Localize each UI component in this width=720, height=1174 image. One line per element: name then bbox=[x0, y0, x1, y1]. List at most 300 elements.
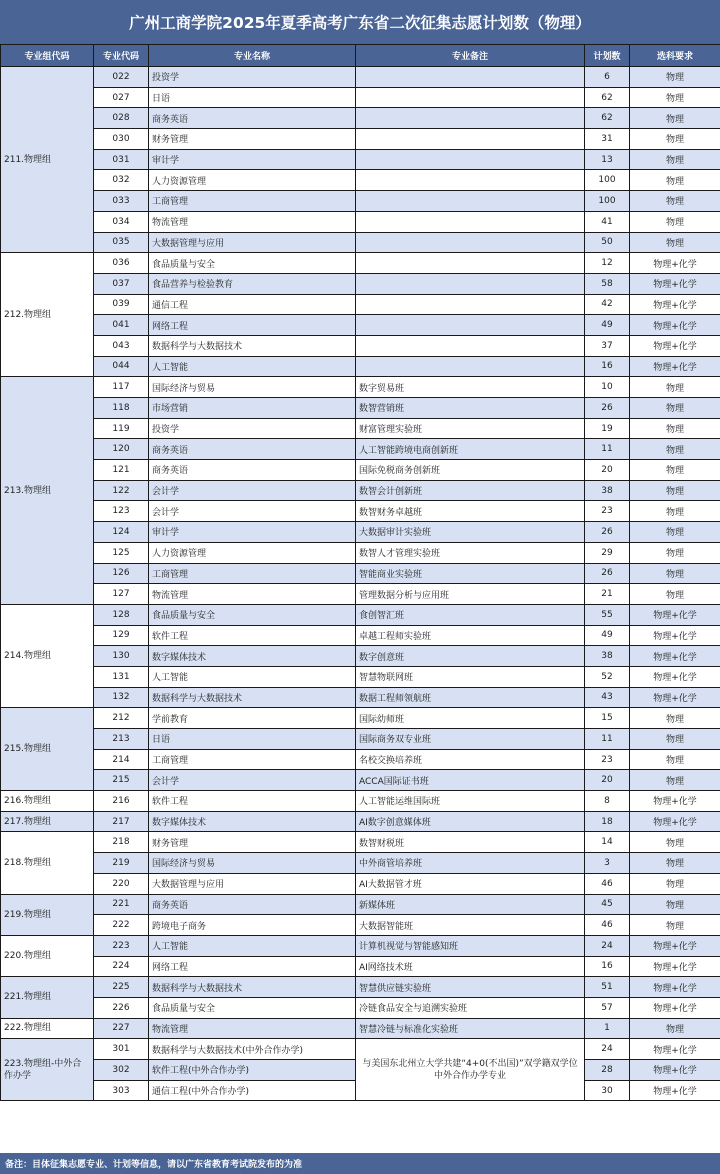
subject-req-cell: 物理 bbox=[630, 149, 720, 170]
plan-count-cell: 55 bbox=[585, 604, 630, 625]
subject-req-cell: 物理+化学 bbox=[630, 687, 720, 708]
table-row bbox=[1, 625, 720, 646]
major-name-cell: 投资学 bbox=[149, 418, 356, 439]
major-note-cell: 数智财税班 bbox=[356, 832, 585, 853]
table-row bbox=[1, 377, 720, 398]
subject-req-cell: 物理 bbox=[630, 377, 720, 398]
page-title: 广州工商学院2025年夏季高考广东省二次征集志愿计划数（物理） bbox=[0, 0, 720, 44]
major-code-cell: 225 bbox=[94, 977, 149, 998]
major-name-cell: 大数据管理与应用 bbox=[149, 873, 356, 894]
table-row bbox=[1, 811, 720, 832]
table-row bbox=[1, 563, 720, 584]
plan-count-cell: 57 bbox=[585, 997, 630, 1018]
major-name-cell: 食品质量与安全 bbox=[149, 604, 356, 625]
major-note-cell: 国际幼师班 bbox=[356, 708, 585, 729]
subject-req-cell: 物理 bbox=[630, 480, 720, 501]
group-code-cell: 214.物理组 bbox=[1, 604, 94, 707]
major-code-cell: 301 bbox=[94, 1039, 149, 1060]
plan-count-cell: 29 bbox=[585, 542, 630, 563]
major-code-cell: 128 bbox=[94, 604, 149, 625]
subject-req-cell: 物理+化学 bbox=[630, 253, 720, 274]
major-note-cell bbox=[356, 356, 585, 377]
subject-req-cell: 物理 bbox=[630, 1018, 720, 1039]
subject-req-cell: 物理+化学 bbox=[630, 1039, 720, 1060]
plan-count-cell: 49 bbox=[585, 625, 630, 646]
plan-count-cell: 23 bbox=[585, 501, 630, 522]
major-code-cell: 031 bbox=[94, 149, 149, 170]
major-code-cell: 022 bbox=[94, 67, 149, 88]
major-name-cell: 会计学 bbox=[149, 480, 356, 501]
major-note-cell: 与美国东北州立大学共建“4+0(不出国)”双学籍双学位中外合作办学专业 bbox=[356, 1039, 585, 1101]
group-code-cell: 223.物理组-中外合作办学 bbox=[1, 1039, 94, 1101]
subject-req-cell: 物理+化学 bbox=[630, 811, 720, 832]
subject-req-cell: 物理+化学 bbox=[630, 356, 720, 377]
plan-count-cell: 12 bbox=[585, 253, 630, 274]
table-row bbox=[1, 191, 720, 212]
major-code-cell: 121 bbox=[94, 460, 149, 481]
major-name-cell: 审计学 bbox=[149, 149, 356, 170]
major-note-cell: 大数据智能班 bbox=[356, 915, 585, 936]
major-name-cell: 物流管理 bbox=[149, 211, 356, 232]
major-code-cell: 214 bbox=[94, 749, 149, 770]
major-code-cell: 224 bbox=[94, 956, 149, 977]
major-name-cell: 财务管理 bbox=[149, 129, 356, 150]
major-note-cell bbox=[356, 170, 585, 191]
major-note-cell: AI数字创意媒体班 bbox=[356, 811, 585, 832]
plan-count-cell: 11 bbox=[585, 439, 630, 460]
plan-count-cell: 45 bbox=[585, 894, 630, 915]
plan-count-cell: 38 bbox=[585, 480, 630, 501]
plan-count-cell: 31 bbox=[585, 129, 630, 150]
subject-req-cell: 物理+化学 bbox=[630, 935, 720, 956]
major-name-cell: 商务英语 bbox=[149, 460, 356, 481]
table-row bbox=[1, 273, 720, 294]
major-name-cell: 人力资源管理 bbox=[149, 542, 356, 563]
major-code-cell: 132 bbox=[94, 687, 149, 708]
major-name-cell: 国际经济与贸易 bbox=[149, 853, 356, 874]
major-name-cell: 数据科学与大数据技术 bbox=[149, 977, 356, 998]
plan-count-cell: 1 bbox=[585, 1018, 630, 1039]
major-code-cell: 041 bbox=[94, 315, 149, 336]
table-row bbox=[1, 956, 720, 977]
major-note-cell: 卓越工程师实验班 bbox=[356, 625, 585, 646]
major-name-cell: 人工智能 bbox=[149, 935, 356, 956]
major-note-cell bbox=[356, 253, 585, 274]
major-name-cell: 会计学 bbox=[149, 770, 356, 791]
subject-req-cell: 物理+化学 bbox=[630, 604, 720, 625]
major-code-cell: 117 bbox=[94, 377, 149, 398]
major-name-cell: 跨境电子商务 bbox=[149, 915, 356, 936]
plan-count-cell: 15 bbox=[585, 708, 630, 729]
plan-count-cell: 38 bbox=[585, 646, 630, 667]
plan-count-cell: 21 bbox=[585, 584, 630, 605]
table-row bbox=[1, 398, 720, 419]
plan-count-cell: 26 bbox=[585, 398, 630, 419]
table-row bbox=[1, 232, 720, 253]
table-row bbox=[1, 873, 720, 894]
group-code-cell: 220.物理组 bbox=[1, 935, 94, 976]
major-code-cell: 122 bbox=[94, 480, 149, 501]
major-name-cell: 人力资源管理 bbox=[149, 170, 356, 191]
major-note-cell: 食创智汇班 bbox=[356, 604, 585, 625]
major-code-cell: 220 bbox=[94, 873, 149, 894]
subject-req-cell: 物理 bbox=[630, 708, 720, 729]
header-subject-req: 选科要求 bbox=[630, 45, 720, 67]
major-code-cell: 131 bbox=[94, 666, 149, 687]
table-row bbox=[1, 149, 720, 170]
group-code-cell: 215.物理组 bbox=[1, 708, 94, 791]
major-code-cell: 033 bbox=[94, 191, 149, 212]
plan-count-cell: 6 bbox=[585, 67, 630, 88]
major-code-cell: 227 bbox=[94, 1018, 149, 1039]
major-code-cell: 043 bbox=[94, 335, 149, 356]
group-code-cell: 222.物理组 bbox=[1, 1018, 94, 1039]
subject-req-cell: 物理 bbox=[630, 749, 720, 770]
major-code-cell: 130 bbox=[94, 646, 149, 667]
major-note-cell: ACCA国际证书班 bbox=[356, 770, 585, 791]
subject-req-cell: 物理 bbox=[630, 439, 720, 460]
major-code-cell: 034 bbox=[94, 211, 149, 232]
major-name-cell: 人工智能 bbox=[149, 666, 356, 687]
major-name-cell: 日语 bbox=[149, 87, 356, 108]
table-row bbox=[1, 108, 720, 129]
subject-req-cell: 物理 bbox=[630, 398, 720, 419]
major-name-cell: 国际经济与贸易 bbox=[149, 377, 356, 398]
plan-count-cell: 41 bbox=[585, 211, 630, 232]
table-row bbox=[1, 170, 720, 191]
major-note-cell bbox=[356, 335, 585, 356]
major-code-cell: 036 bbox=[94, 253, 149, 274]
subject-req-cell: 物理+化学 bbox=[630, 315, 720, 336]
table-row bbox=[1, 1018, 720, 1039]
major-name-cell: 审计学 bbox=[149, 522, 356, 543]
plan-count-cell: 50 bbox=[585, 232, 630, 253]
group-code-cell: 219.物理组 bbox=[1, 894, 94, 935]
major-note-cell: 智慧冷链与标准化实验班 bbox=[356, 1018, 585, 1039]
table-row bbox=[1, 584, 720, 605]
subject-req-cell: 物理 bbox=[630, 563, 720, 584]
table-row bbox=[1, 853, 720, 874]
table-row bbox=[1, 791, 720, 812]
major-note-cell: 国际商务双专业班 bbox=[356, 729, 585, 750]
table-row bbox=[1, 749, 720, 770]
table-body bbox=[1, 67, 720, 1101]
major-name-cell: 商务英语 bbox=[149, 108, 356, 129]
major-code-cell: 127 bbox=[94, 584, 149, 605]
subject-req-cell: 物理 bbox=[630, 418, 720, 439]
major-note-cell: 管理数据分析与应用班 bbox=[356, 584, 585, 605]
subject-req-cell: 物理+化学 bbox=[630, 956, 720, 977]
major-name-cell: 食品营养与检验教育 bbox=[149, 273, 356, 294]
major-name-cell: 工商管理 bbox=[149, 749, 356, 770]
plan-count-cell: 20 bbox=[585, 770, 630, 791]
major-name-cell: 投资学 bbox=[149, 67, 356, 88]
plan-count-cell: 14 bbox=[585, 832, 630, 853]
table-row bbox=[1, 67, 720, 88]
subject-req-cell: 物理+化学 bbox=[630, 625, 720, 646]
major-code-cell: 028 bbox=[94, 108, 149, 129]
major-name-cell: 商务英语 bbox=[149, 439, 356, 460]
subject-req-cell: 物理+化学 bbox=[630, 791, 720, 812]
major-name-cell: 数字媒体技术 bbox=[149, 811, 356, 832]
major-name-cell: 通信工程 bbox=[149, 294, 356, 315]
subject-req-cell: 物理 bbox=[630, 853, 720, 874]
subject-req-cell: 物理 bbox=[630, 542, 720, 563]
major-code-cell: 125 bbox=[94, 542, 149, 563]
plan-count-cell: 23 bbox=[585, 749, 630, 770]
plan-count-cell: 26 bbox=[585, 563, 630, 584]
header-plan-count: 计划数 bbox=[585, 45, 630, 67]
major-code-cell: 219 bbox=[94, 853, 149, 874]
major-note-cell: 智慧供应链实验班 bbox=[356, 977, 585, 998]
major-name-cell: 数据科学与大数据技术 bbox=[149, 687, 356, 708]
major-code-cell: 223 bbox=[94, 935, 149, 956]
subject-req-cell: 物理+化学 bbox=[630, 294, 720, 315]
table-row bbox=[1, 315, 720, 336]
subject-req-cell: 物理+化学 bbox=[630, 977, 720, 998]
table-row bbox=[1, 666, 720, 687]
major-note-cell bbox=[356, 87, 585, 108]
major-note-cell bbox=[356, 315, 585, 336]
subject-req-cell: 物理 bbox=[630, 832, 720, 853]
table-row bbox=[1, 211, 720, 232]
major-note-cell: 智慧物联网班 bbox=[356, 666, 585, 687]
major-note-cell bbox=[356, 67, 585, 88]
table-row bbox=[1, 729, 720, 750]
table-row bbox=[1, 915, 720, 936]
major-name-cell: 学前教育 bbox=[149, 708, 356, 729]
subject-req-cell: 物理 bbox=[630, 191, 720, 212]
major-name-cell: 数字媒体技术 bbox=[149, 646, 356, 667]
major-name-cell: 物流管理 bbox=[149, 584, 356, 605]
major-name-cell: 食品质量与安全 bbox=[149, 253, 356, 274]
plan-count-cell: 46 bbox=[585, 873, 630, 894]
plan-count-cell: 43 bbox=[585, 687, 630, 708]
table-row bbox=[1, 253, 720, 274]
header-major-name: 专业名称 bbox=[149, 45, 356, 67]
subject-req-cell: 物理+化学 bbox=[630, 666, 720, 687]
plan-count-cell: 16 bbox=[585, 956, 630, 977]
subject-req-cell: 物理 bbox=[630, 522, 720, 543]
group-code-cell: 211.物理组 bbox=[1, 67, 94, 253]
major-code-cell: 303 bbox=[94, 1080, 149, 1101]
subject-req-cell: 物理+化学 bbox=[630, 273, 720, 294]
major-note-cell: 数字贸易班 bbox=[356, 377, 585, 398]
major-note-cell: 中外商管培养班 bbox=[356, 853, 585, 874]
major-code-cell: 221 bbox=[94, 894, 149, 915]
major-code-cell: 037 bbox=[94, 273, 149, 294]
major-name-cell: 软件工程 bbox=[149, 625, 356, 646]
major-code-cell: 129 bbox=[94, 625, 149, 646]
group-code-cell: 221.物理组 bbox=[1, 977, 94, 1018]
plan-count-cell: 28 bbox=[585, 1060, 630, 1081]
subject-req-cell: 物理+化学 bbox=[630, 1060, 720, 1081]
major-name-cell: 软件工程 bbox=[149, 791, 356, 812]
subject-req-cell: 物理 bbox=[630, 894, 720, 915]
plan-count-cell: 20 bbox=[585, 460, 630, 481]
major-name-cell: 物流管理 bbox=[149, 1018, 356, 1039]
table-row bbox=[1, 977, 720, 998]
major-note-cell: 名校交换培养班 bbox=[356, 749, 585, 770]
major-name-cell: 通信工程(中外合作办学) bbox=[149, 1080, 356, 1101]
major-code-cell: 216 bbox=[94, 791, 149, 812]
major-note-cell: 数据工程师领航班 bbox=[356, 687, 585, 708]
subject-req-cell: 物理+化学 bbox=[630, 335, 720, 356]
major-code-cell: 120 bbox=[94, 439, 149, 460]
subject-req-cell: 物理 bbox=[630, 873, 720, 894]
major-note-cell: 新媒体班 bbox=[356, 894, 585, 915]
table-row bbox=[1, 501, 720, 522]
major-note-cell: 数智营销班 bbox=[356, 398, 585, 419]
table-row bbox=[1, 770, 720, 791]
major-name-cell: 网络工程 bbox=[149, 315, 356, 336]
table-row bbox=[1, 356, 720, 377]
subject-req-cell: 物理 bbox=[630, 211, 720, 232]
subject-req-cell: 物理 bbox=[630, 232, 720, 253]
group-code-cell: 212.物理组 bbox=[1, 253, 94, 377]
major-name-cell: 市场营销 bbox=[149, 398, 356, 419]
table-row bbox=[1, 687, 720, 708]
table-row bbox=[1, 294, 720, 315]
plan-count-cell: 13 bbox=[585, 149, 630, 170]
major-note-cell bbox=[356, 191, 585, 212]
major-code-cell: 119 bbox=[94, 418, 149, 439]
plan-count-cell: 24 bbox=[585, 935, 630, 956]
header-major-code: 专业代码 bbox=[94, 45, 149, 67]
major-note-cell: 智能商业实验班 bbox=[356, 563, 585, 584]
major-name-cell: 数据科学与大数据技术 bbox=[149, 335, 356, 356]
major-code-cell: 030 bbox=[94, 129, 149, 150]
major-code-cell: 027 bbox=[94, 87, 149, 108]
footer-note: 备注：目体征集志愿专业、计划等信息，请以广东省教育考试院发布的为准 bbox=[0, 1153, 720, 1174]
major-name-cell: 食品质量与安全 bbox=[149, 997, 356, 1018]
major-code-cell: 222 bbox=[94, 915, 149, 936]
major-note-cell: 人工智能跨境电商创新班 bbox=[356, 439, 585, 460]
major-code-cell: 118 bbox=[94, 398, 149, 419]
subject-req-cell: 物理+化学 bbox=[630, 1080, 720, 1101]
table-row bbox=[1, 542, 720, 563]
table-row bbox=[1, 418, 720, 439]
major-name-cell: 人工智能 bbox=[149, 356, 356, 377]
plan-count-cell: 42 bbox=[585, 294, 630, 315]
major-code-cell: 123 bbox=[94, 501, 149, 522]
major-note-cell: 大数据审计实验班 bbox=[356, 522, 585, 543]
major-note-cell: 数智会计创新班 bbox=[356, 480, 585, 501]
plan-count-cell: 100 bbox=[585, 170, 630, 191]
subject-req-cell: 物理 bbox=[630, 87, 720, 108]
major-note-cell: 数智人才管理实验班 bbox=[356, 542, 585, 563]
major-name-cell: 工商管理 bbox=[149, 563, 356, 584]
subject-req-cell: 物理 bbox=[630, 460, 720, 481]
table-row bbox=[1, 1039, 720, 1060]
major-note-cell bbox=[356, 149, 585, 170]
subject-req-cell: 物理 bbox=[630, 108, 720, 129]
subject-req-cell: 物理+化学 bbox=[630, 997, 720, 1018]
major-name-cell: 商务英语 bbox=[149, 894, 356, 915]
major-note-cell: 人工智能运维国际班 bbox=[356, 791, 585, 812]
major-code-cell: 212 bbox=[94, 708, 149, 729]
major-name-cell: 会计学 bbox=[149, 501, 356, 522]
plan-count-cell: 100 bbox=[585, 191, 630, 212]
group-code-cell: 213.物理组 bbox=[1, 377, 94, 605]
table-row bbox=[1, 708, 720, 729]
plan-count-cell: 49 bbox=[585, 315, 630, 336]
table-row bbox=[1, 129, 720, 150]
plan-count-cell: 52 bbox=[585, 666, 630, 687]
major-name-cell: 日语 bbox=[149, 729, 356, 750]
table-row bbox=[1, 604, 720, 625]
plan-count-cell: 37 bbox=[585, 335, 630, 356]
major-code-cell: 226 bbox=[94, 997, 149, 1018]
major-code-cell: 124 bbox=[94, 522, 149, 543]
table-row bbox=[1, 646, 720, 667]
major-note-cell bbox=[356, 211, 585, 232]
major-code-cell: 126 bbox=[94, 563, 149, 584]
plan-count-cell: 62 bbox=[585, 87, 630, 108]
major-code-cell: 217 bbox=[94, 811, 149, 832]
table-row bbox=[1, 894, 720, 915]
major-note-cell: 国际免税商务创新班 bbox=[356, 460, 585, 481]
plan-count-cell: 30 bbox=[585, 1080, 630, 1101]
group-code-cell: 217.物理组 bbox=[1, 811, 94, 832]
plan-count-cell: 24 bbox=[585, 1039, 630, 1060]
major-note-cell bbox=[356, 108, 585, 129]
major-name-cell: 网络工程 bbox=[149, 956, 356, 977]
major-code-cell: 032 bbox=[94, 170, 149, 191]
major-note-cell bbox=[356, 273, 585, 294]
major-note-cell: 数字创意班 bbox=[356, 646, 585, 667]
table-row bbox=[1, 997, 720, 1018]
plan-count-cell: 8 bbox=[585, 791, 630, 812]
plan-count-cell: 11 bbox=[585, 729, 630, 750]
major-note-cell: 冷链食品安全与追溯实验班 bbox=[356, 997, 585, 1018]
subject-req-cell: 物理 bbox=[630, 129, 720, 150]
plan-count-cell: 62 bbox=[585, 108, 630, 129]
table-row bbox=[1, 935, 720, 956]
major-note-cell: 数智财务卓越班 bbox=[356, 501, 585, 522]
table-row bbox=[1, 87, 720, 108]
plan-table bbox=[0, 44, 720, 1101]
subject-req-cell: 物理 bbox=[630, 915, 720, 936]
major-name-cell: 大数据管理与应用 bbox=[149, 232, 356, 253]
plan-count-cell: 18 bbox=[585, 811, 630, 832]
major-name-cell: 软件工程(中外合作办学) bbox=[149, 1060, 356, 1081]
subject-req-cell: 物理 bbox=[630, 584, 720, 605]
group-code-cell: 218.物理组 bbox=[1, 832, 94, 894]
header-group-code: 专业组代码 bbox=[1, 45, 94, 67]
plan-count-cell: 10 bbox=[585, 377, 630, 398]
major-code-cell: 218 bbox=[94, 832, 149, 853]
plan-count-cell: 46 bbox=[585, 915, 630, 936]
major-name-cell: 财务管理 bbox=[149, 832, 356, 853]
major-note-cell bbox=[356, 129, 585, 150]
subject-req-cell: 物理 bbox=[630, 770, 720, 791]
plan-count-cell: 19 bbox=[585, 418, 630, 439]
group-code-cell: 216.物理组 bbox=[1, 791, 94, 812]
table-row bbox=[1, 439, 720, 460]
header-major-note: 专业备注 bbox=[356, 45, 585, 67]
major-code-cell: 213 bbox=[94, 729, 149, 750]
subject-req-cell: 物理 bbox=[630, 170, 720, 191]
major-name-cell: 工商管理 bbox=[149, 191, 356, 212]
table-row bbox=[1, 335, 720, 356]
major-code-cell: 044 bbox=[94, 356, 149, 377]
table-row bbox=[1, 522, 720, 543]
major-code-cell: 215 bbox=[94, 770, 149, 791]
table-row bbox=[1, 480, 720, 501]
major-note-cell: 财富管理实验班 bbox=[356, 418, 585, 439]
major-note-cell bbox=[356, 294, 585, 315]
